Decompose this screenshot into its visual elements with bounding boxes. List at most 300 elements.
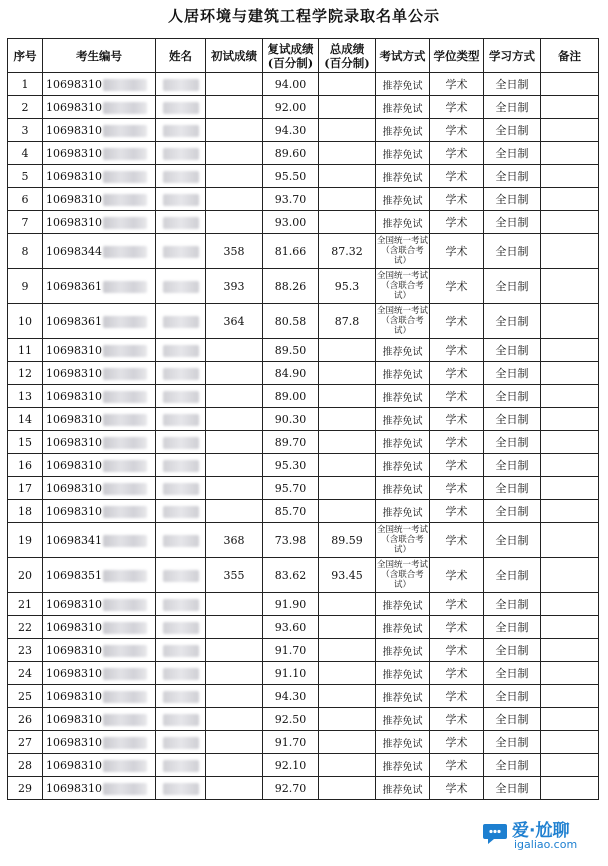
cell-exam-id (43, 211, 156, 234)
header-exam-method: 考试方式 (376, 39, 430, 73)
cell-total-score (319, 777, 376, 800)
redacted-id-blur (103, 737, 147, 749)
cell-exam-method: 推荐免试 (376, 408, 430, 431)
cell-name (156, 142, 206, 165)
cell-note (541, 477, 599, 500)
cell-seq: 16 (8, 454, 43, 477)
cell-retest-score: 95.30 (263, 454, 319, 477)
redacted-id-blur (103, 148, 147, 160)
cell-note (541, 685, 599, 708)
cell-name (156, 188, 206, 211)
watermark (482, 814, 600, 856)
header-total-score: 总成绩 (百分制) (319, 39, 376, 73)
exam-id-visible: 10698310 (46, 389, 102, 403)
cell-exam-method: 推荐免试 (376, 339, 430, 362)
header-seq: 序号 (8, 39, 43, 73)
cell-total-score (319, 408, 376, 431)
cell-exam-method: 推荐免试 (376, 477, 430, 500)
cell-total-score (319, 662, 376, 685)
cell-name (156, 119, 206, 142)
exam-id-visible: 10698310 (46, 643, 102, 657)
cell-study-mode: 全日制 (484, 639, 541, 662)
cell-name (156, 477, 206, 500)
redacted-name-blur (163, 714, 199, 726)
redacted-id-blur (103, 622, 147, 634)
redacted-id-blur (103, 760, 147, 772)
redacted-name-blur (163, 79, 199, 91)
cell-seq: 24 (8, 662, 43, 685)
cell-note (541, 408, 599, 431)
cell-study-mode: 全日制 (484, 662, 541, 685)
redacted-name-blur (163, 460, 199, 472)
table-row (8, 408, 599, 431)
cell-study-mode: 全日制 (484, 408, 541, 431)
cell-note (541, 662, 599, 685)
cell-total-score (319, 500, 376, 523)
cell-seq: 10 (8, 304, 43, 339)
cell-note (541, 73, 599, 96)
cell-exam-id (43, 431, 156, 454)
table-row (8, 188, 599, 211)
cell-exam-method: 推荐免试 (376, 142, 430, 165)
exam-id-visible: 10698310 (46, 758, 102, 772)
header-study-mode: 学习方式 (484, 39, 541, 73)
watermark-brand: 爱·尬聊 (512, 821, 570, 841)
exam-id-visible: 10698310 (46, 781, 102, 795)
redacted-name-blur (163, 217, 199, 229)
redacted-id-blur (103, 535, 147, 547)
redacted-name-blur (163, 535, 199, 547)
header-name: 姓名 (156, 39, 206, 73)
cell-degree-type: 学术 (430, 142, 484, 165)
redacted-name-blur (163, 783, 199, 795)
cell-note (541, 142, 599, 165)
table-row (8, 731, 599, 754)
cell-seq: 12 (8, 362, 43, 385)
cell-study-mode: 全日制 (484, 593, 541, 616)
cell-initial-score (206, 500, 263, 523)
exam-id-visible: 10698310 (46, 366, 102, 380)
cell-initial-score (206, 477, 263, 500)
cell-exam-method: 推荐免试 (376, 188, 430, 211)
table-row (8, 616, 599, 639)
cell-total-score (319, 188, 376, 211)
redacted-name-blur (163, 414, 199, 426)
cell-exam-id (43, 731, 156, 754)
cell-total-score (319, 454, 376, 477)
redacted-id-blur (103, 437, 147, 449)
cell-retest-score: 92.00 (263, 96, 319, 119)
cell-name (156, 639, 206, 662)
cell-degree-type: 学术 (430, 73, 484, 96)
table-row (8, 385, 599, 408)
cell-name (156, 500, 206, 523)
cell-name (156, 165, 206, 188)
cell-initial-score (206, 96, 263, 119)
cell-name (156, 269, 206, 304)
cell-initial-score (206, 385, 263, 408)
table-row (8, 339, 599, 362)
exam-id-visible: 10698361 (46, 314, 102, 328)
cell-retest-score: 73.98 (263, 523, 319, 558)
cell-name (156, 234, 206, 269)
table-row (8, 362, 599, 385)
cell-study-mode: 全日制 (484, 304, 541, 339)
cell-retest-score: 85.70 (263, 500, 319, 523)
cell-retest-score: 92.70 (263, 777, 319, 800)
cell-study-mode: 全日制 (484, 685, 541, 708)
redacted-id-blur (103, 483, 147, 495)
redacted-name-blur (163, 281, 199, 293)
redacted-id-blur (103, 714, 147, 726)
cell-initial-score (206, 777, 263, 800)
exam-id-visible: 10698310 (46, 689, 102, 703)
cell-seq: 1 (8, 73, 43, 96)
cell-note (541, 165, 599, 188)
cell-retest-score: 93.60 (263, 616, 319, 639)
chat-bubble-logo-icon (482, 820, 508, 846)
cell-name (156, 339, 206, 362)
cell-retest-score: 81.66 (263, 234, 319, 269)
redacted-name-blur (163, 171, 199, 183)
redacted-id-blur (103, 281, 147, 293)
cell-study-mode: 全日制 (484, 269, 541, 304)
exam-id-visible: 10698310 (46, 192, 102, 206)
redacted-id-blur (103, 668, 147, 680)
redacted-name-blur (163, 737, 199, 749)
exam-id-visible: 10698310 (46, 215, 102, 229)
cell-exam-method: 推荐免试 (376, 777, 430, 800)
exam-id-visible: 10698310 (46, 100, 102, 114)
cell-seq: 7 (8, 211, 43, 234)
cell-degree-type: 学术 (430, 777, 484, 800)
cell-note (541, 96, 599, 119)
cell-exam-method: 推荐免试 (376, 362, 430, 385)
redacted-id-blur (103, 171, 147, 183)
cell-total-score: 95.3 (319, 269, 376, 304)
cell-initial-score (206, 73, 263, 96)
cell-total-score (319, 708, 376, 731)
cell-exam-method: 推荐免试 (376, 754, 430, 777)
table-row (8, 211, 599, 234)
cell-seq: 28 (8, 754, 43, 777)
cell-exam-method: 全国统一考试（含联合考试） (376, 558, 430, 593)
cell-study-mode: 全日制 (484, 754, 541, 777)
table-row (8, 500, 599, 523)
cell-exam-method: 推荐免试 (376, 431, 430, 454)
redacted-name-blur (163, 437, 199, 449)
cell-initial-score (206, 685, 263, 708)
cell-note (541, 339, 599, 362)
cell-seq: 20 (8, 558, 43, 593)
cell-total-score (319, 593, 376, 616)
cell-study-mode: 全日制 (484, 477, 541, 500)
cell-degree-type: 学术 (430, 454, 484, 477)
cell-seq: 23 (8, 639, 43, 662)
cell-seq: 19 (8, 523, 43, 558)
cell-exam-method: 推荐免试 (376, 639, 430, 662)
exam-id-visible: 10698310 (46, 504, 102, 518)
cell-exam-id (43, 408, 156, 431)
redacted-id-blur (103, 691, 147, 703)
cell-exam-id (43, 385, 156, 408)
cell-seq: 2 (8, 96, 43, 119)
cell-total-score (319, 477, 376, 500)
cell-study-mode: 全日制 (484, 73, 541, 96)
cell-exam-id (43, 685, 156, 708)
cell-retest-score: 90.30 (263, 408, 319, 431)
cell-exam-id (43, 96, 156, 119)
redacted-id-blur (103, 217, 147, 229)
cell-exam-id (43, 754, 156, 777)
cell-degree-type: 学术 (430, 500, 484, 523)
cell-exam-method: 推荐免试 (376, 211, 430, 234)
cell-exam-method: 全国统一考试（含联合考试） (376, 523, 430, 558)
cell-initial-score: 368 (206, 523, 263, 558)
cell-seq: 15 (8, 431, 43, 454)
cell-exam-id (43, 500, 156, 523)
cell-study-mode: 全日制 (484, 454, 541, 477)
cell-exam-method: 推荐免试 (376, 616, 430, 639)
cell-exam-id (43, 616, 156, 639)
cell-name (156, 96, 206, 119)
cell-note (541, 500, 599, 523)
cell-initial-score (206, 639, 263, 662)
cell-seq: 29 (8, 777, 43, 800)
cell-degree-type: 学术 (430, 593, 484, 616)
cell-degree-type: 学术 (430, 616, 484, 639)
cell-exam-id (43, 477, 156, 500)
cell-name (156, 304, 206, 339)
cell-total-score: 93.45 (319, 558, 376, 593)
cell-total-score: 87.8 (319, 304, 376, 339)
cell-name (156, 616, 206, 639)
header-retest-score: 复试成绩 (百分制) (263, 39, 319, 73)
cell-name (156, 385, 206, 408)
cell-note (541, 211, 599, 234)
table-row (8, 708, 599, 731)
cell-exam-id (43, 777, 156, 800)
cell-name (156, 662, 206, 685)
cell-study-mode: 全日制 (484, 500, 541, 523)
cell-retest-score: 91.70 (263, 731, 319, 754)
cell-degree-type: 学术 (430, 639, 484, 662)
cell-study-mode: 全日制 (484, 731, 541, 754)
cell-total-score (319, 73, 376, 96)
cell-initial-score: 393 (206, 269, 263, 304)
cell-initial-score (206, 408, 263, 431)
table-row (8, 431, 599, 454)
cell-exam-method: 推荐免试 (376, 731, 430, 754)
cell-exam-method: 推荐免试 (376, 73, 430, 96)
redacted-name-blur (163, 368, 199, 380)
cell-name (156, 362, 206, 385)
cell-total-score (319, 685, 376, 708)
cell-retest-score: 94.00 (263, 73, 319, 96)
cell-degree-type: 学术 (430, 754, 484, 777)
exam-id-visible: 10698310 (46, 712, 102, 726)
cell-retest-score: 92.10 (263, 754, 319, 777)
redacted-id-blur (103, 368, 147, 380)
table-row (8, 269, 599, 304)
cell-retest-score: 91.10 (263, 662, 319, 685)
redacted-id-blur (103, 645, 147, 657)
cell-retest-score: 89.70 (263, 431, 319, 454)
cell-retest-score: 83.62 (263, 558, 319, 593)
cell-exam-method: 推荐免试 (376, 96, 430, 119)
exam-id-visible: 10698310 (46, 343, 102, 357)
cell-initial-score (206, 754, 263, 777)
cell-note (541, 731, 599, 754)
cell-initial-score (206, 431, 263, 454)
exam-id-visible: 10698310 (46, 435, 102, 449)
cell-retest-score: 89.00 (263, 385, 319, 408)
cell-exam-method: 推荐免试 (376, 119, 430, 142)
cell-name (156, 431, 206, 454)
table-row (8, 96, 599, 119)
cell-total-score (319, 96, 376, 119)
cell-exam-method: 推荐免试 (376, 454, 430, 477)
redacted-id-blur (103, 506, 147, 518)
redacted-name-blur (163, 483, 199, 495)
cell-seq: 18 (8, 500, 43, 523)
cell-study-mode: 全日制 (484, 523, 541, 558)
exam-id-visible: 10698351 (46, 568, 102, 582)
cell-seq: 5 (8, 165, 43, 188)
exam-id-visible: 10698310 (46, 620, 102, 634)
cell-degree-type: 学术 (430, 234, 484, 269)
redacted-name-blur (163, 691, 199, 703)
cell-initial-score (206, 662, 263, 685)
cell-retest-score: 93.70 (263, 188, 319, 211)
cell-note (541, 119, 599, 142)
cell-seq: 21 (8, 593, 43, 616)
redacted-id-blur (103, 599, 147, 611)
cell-exam-method: 推荐免试 (376, 708, 430, 731)
header-initial-score: 初试成绩 (206, 39, 263, 73)
cell-study-mode: 全日制 (484, 211, 541, 234)
redacted-name-blur (163, 246, 199, 258)
exam-id-visible: 10698310 (46, 666, 102, 680)
cell-exam-id (43, 165, 156, 188)
cell-initial-score (206, 188, 263, 211)
cell-degree-type: 学术 (430, 662, 484, 685)
admission-table (7, 38, 599, 800)
cell-study-mode: 全日制 (484, 234, 541, 269)
cell-study-mode: 全日制 (484, 119, 541, 142)
table-row (8, 142, 599, 165)
redacted-name-blur (163, 506, 199, 518)
cell-seq: 9 (8, 269, 43, 304)
cell-exam-method: 推荐免试 (376, 685, 430, 708)
table-row (8, 119, 599, 142)
cell-study-mode: 全日制 (484, 431, 541, 454)
cell-initial-score (206, 362, 263, 385)
cell-name (156, 777, 206, 800)
cell-initial-score: 364 (206, 304, 263, 339)
cell-study-mode: 全日制 (484, 142, 541, 165)
table-header-row (8, 39, 599, 73)
cell-total-score (319, 639, 376, 662)
cell-degree-type: 学术 (430, 165, 484, 188)
cell-name (156, 73, 206, 96)
cell-exam-id (43, 142, 156, 165)
cell-name (156, 708, 206, 731)
cell-exam-id (43, 662, 156, 685)
table-row (8, 477, 599, 500)
table-row (8, 685, 599, 708)
cell-degree-type: 学术 (430, 269, 484, 304)
redacted-id-blur (103, 246, 147, 258)
cell-seq: 11 (8, 339, 43, 362)
cell-initial-score: 358 (206, 234, 263, 269)
cell-degree-type: 学术 (430, 362, 484, 385)
redacted-name-blur (163, 125, 199, 137)
cell-seq: 14 (8, 408, 43, 431)
cell-note (541, 269, 599, 304)
redacted-name-blur (163, 194, 199, 206)
cell-total-score (319, 211, 376, 234)
redacted-name-blur (163, 599, 199, 611)
cell-exam-method: 推荐免试 (376, 593, 430, 616)
cell-note (541, 593, 599, 616)
cell-initial-score (206, 165, 263, 188)
cell-retest-score: 88.26 (263, 269, 319, 304)
cell-seq: 13 (8, 385, 43, 408)
cell-degree-type: 学术 (430, 211, 484, 234)
cell-exam-id (43, 188, 156, 211)
cell-study-mode: 全日制 (484, 339, 541, 362)
cell-initial-score: 355 (206, 558, 263, 593)
redacted-id-blur (103, 570, 147, 582)
cell-exam-id (43, 269, 156, 304)
cell-note (541, 362, 599, 385)
cell-note (541, 754, 599, 777)
header-exam-id: 考生编号 (43, 39, 156, 73)
cell-note (541, 558, 599, 593)
cell-note (541, 523, 599, 558)
cell-retest-score: 95.70 (263, 477, 319, 500)
exam-id-visible: 10698341 (46, 533, 102, 547)
cell-total-score: 89.59 (319, 523, 376, 558)
cell-note (541, 304, 599, 339)
cell-note (541, 616, 599, 639)
redacted-name-blur (163, 570, 199, 582)
cell-seq: 17 (8, 477, 43, 500)
cell-initial-score (206, 119, 263, 142)
exam-id-visible: 10698310 (46, 597, 102, 611)
cell-degree-type: 学术 (430, 96, 484, 119)
header-degree-type: 学位类型 (430, 39, 484, 73)
cell-name (156, 685, 206, 708)
cell-exam-id (43, 362, 156, 385)
cell-seq: 6 (8, 188, 43, 211)
redacted-id-blur (103, 102, 147, 114)
cell-retest-score: 95.50 (263, 165, 319, 188)
redacted-name-blur (163, 102, 199, 114)
table-row (8, 593, 599, 616)
cell-name (156, 593, 206, 616)
cell-note (541, 385, 599, 408)
cell-total-score (319, 165, 376, 188)
watermark-url: igaliao.com (514, 838, 578, 851)
cell-retest-score: 84.90 (263, 362, 319, 385)
cell-initial-score (206, 339, 263, 362)
cell-exam-id (43, 454, 156, 477)
cell-study-mode: 全日制 (484, 188, 541, 211)
table-row (8, 165, 599, 188)
page-title: 人居环境与建筑工程学院录取名单公示 (167, 7, 440, 25)
